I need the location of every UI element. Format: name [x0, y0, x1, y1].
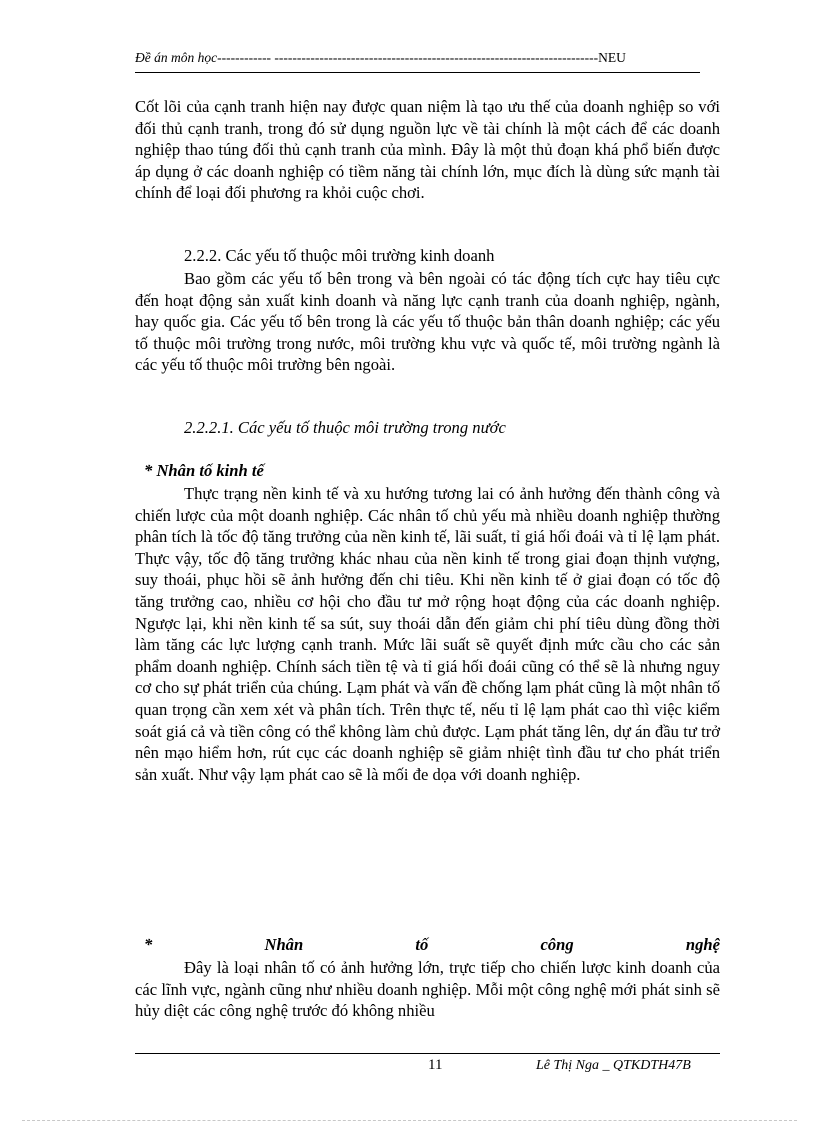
header-course: Đề án môn học — [135, 50, 218, 65]
section-heading-2-2-2-1: 2.2.2.1. Các yếu tố thuộc môi trường trong nước — [184, 418, 506, 437]
section-2-2-2-paragraph: Bao gồm các yếu tố bên trong và bên ngoài có tác động tích cực hay tiêu cực đến hoạt động sản xuất kinh doanh và năng lực cạnh tranh của doanh nghiệp, ngành, hay quốc gia. Các yếu tố bên trong là các yếu tố thuộc bản thân doanh nghiệp; các yếu tố thuộc môi trường trong nước, môi trường khu vực và quốc tế, môi trường ngành là các yếu tố thuộc môi trường bên ngoài. — [135, 269, 720, 375]
footer-rule — [135, 1053, 720, 1054]
tech-heading-word: Nhân — [264, 935, 304, 954]
header-dashes: ------------ ------------------------------------------------------------------------ — [217, 50, 599, 65]
header-rule — [135, 72, 700, 73]
header-school: NEU — [598, 50, 626, 65]
tech-heading-word: nghệ — [685, 935, 720, 954]
footer-author: Lê Thị Nga _ QTKDTH47B — [536, 1058, 691, 1073]
tech-heading-word: công — [540, 935, 574, 954]
page-header — [135, 50, 700, 66]
page-bottom-edge — [22, 1120, 797, 1121]
technology-factor-paragraph: Đây là loại nhân tố có ảnh hưởng lớn, trực tiếp cho chiến lược kinh doanh của các lĩnh vực, ngành cũng như nhiều doanh nghiệp. Mỗi một công nghệ mới phát sinh sẽ hủy diệt các công nghệ trước đó không nhiều — [135, 958, 720, 1021]
economic-factor-paragraph: Thực trạng nền kinh tế và xu hướng tương lai có ảnh hưởng đến thành công và chiến lược của một doanh nghiệp. Các nhân tố chủ yếu mà nhiều doanh nghiệp thường phân tích là tốc độ tăng trưởng của nền kinh tế, lãi suất, tỉ giá hối đoái và tỉ lệ lạm phát. Thực vậy, tốc độ tăng trưởng khác nhau của nền kinh tế trong giai đoạn thịnh vượng, suy thoái, phục hồi sẽ ảnh hưởng đến chi tiêu. Khi nền kinh tế ở giai đoạn có tốc độ tăng trưởng cao, nhiều cơ hội cho đầu tư mở rộng hoạt động của các doanh nghiệp. Ngược lại, khi nền kinh tế sa sút, suy thoái dẫn đến giảm chi phí tiêu dùng đồng thời làm tăng các lực lượng cạnh tranh. Mức lãi suất sẽ quyết định mức cầu cho các sản phẩm doanh nghiệp. Chính sách tiền tệ và tỉ giá hối đoái cũng có thể sẽ là nhưng nguy cơ cho sự phát triển của chúng. Lạm phát và vấn đề chống lạm phát cũng là một nhân tố quan trọng cần xem xét và phân tích. Trên thực tế, nếu tỉ lệ lạm phát cao thì việc kiểm soát giá cả và tiền công có thể không làm chủ được. Lạm phát tăng lên, dự án đầu tư trở nên mạo hiểm hơn, rút cục các doanh nghiệp sẽ giảm nhiệt tình đầu tư cho phát triển sản xuất. Như vậy lạm phát cao sẽ là mối đe dọa với doanh nghiệp. — [135, 484, 720, 784]
section-heading-2-2-2: 2.2.2. Các yếu tố thuộc môi trường kinh doanh — [184, 246, 495, 265]
intro-paragraph: Cốt lõi của cạnh tranh hiện nay được quan niệm là tạo ưu thế của doanh nghiệp so với đối thủ cạnh tranh, trong đó sử dụng nguồn lực về tài chính là một cách để các doanh nghiệp thao túng đối thủ cạnh tranh của mình. Đây là một thủ đoạn khá phổ biến được áp dụng ở các doanh nghiệp có tiềm năng tài chính lớn, mục đích là dùng sức mạnh tài chính để loại đối phương ra khỏi cuộc chơi. — [135, 97, 720, 203]
page-number: 11 — [428, 1057, 443, 1073]
economic-factor-heading: * Nhân tố kinh tế — [144, 461, 264, 480]
tech-heading-word: tố — [415, 935, 429, 954]
technology-factor-heading — [144, 935, 720, 955]
tech-heading-word: * — [144, 935, 153, 954]
